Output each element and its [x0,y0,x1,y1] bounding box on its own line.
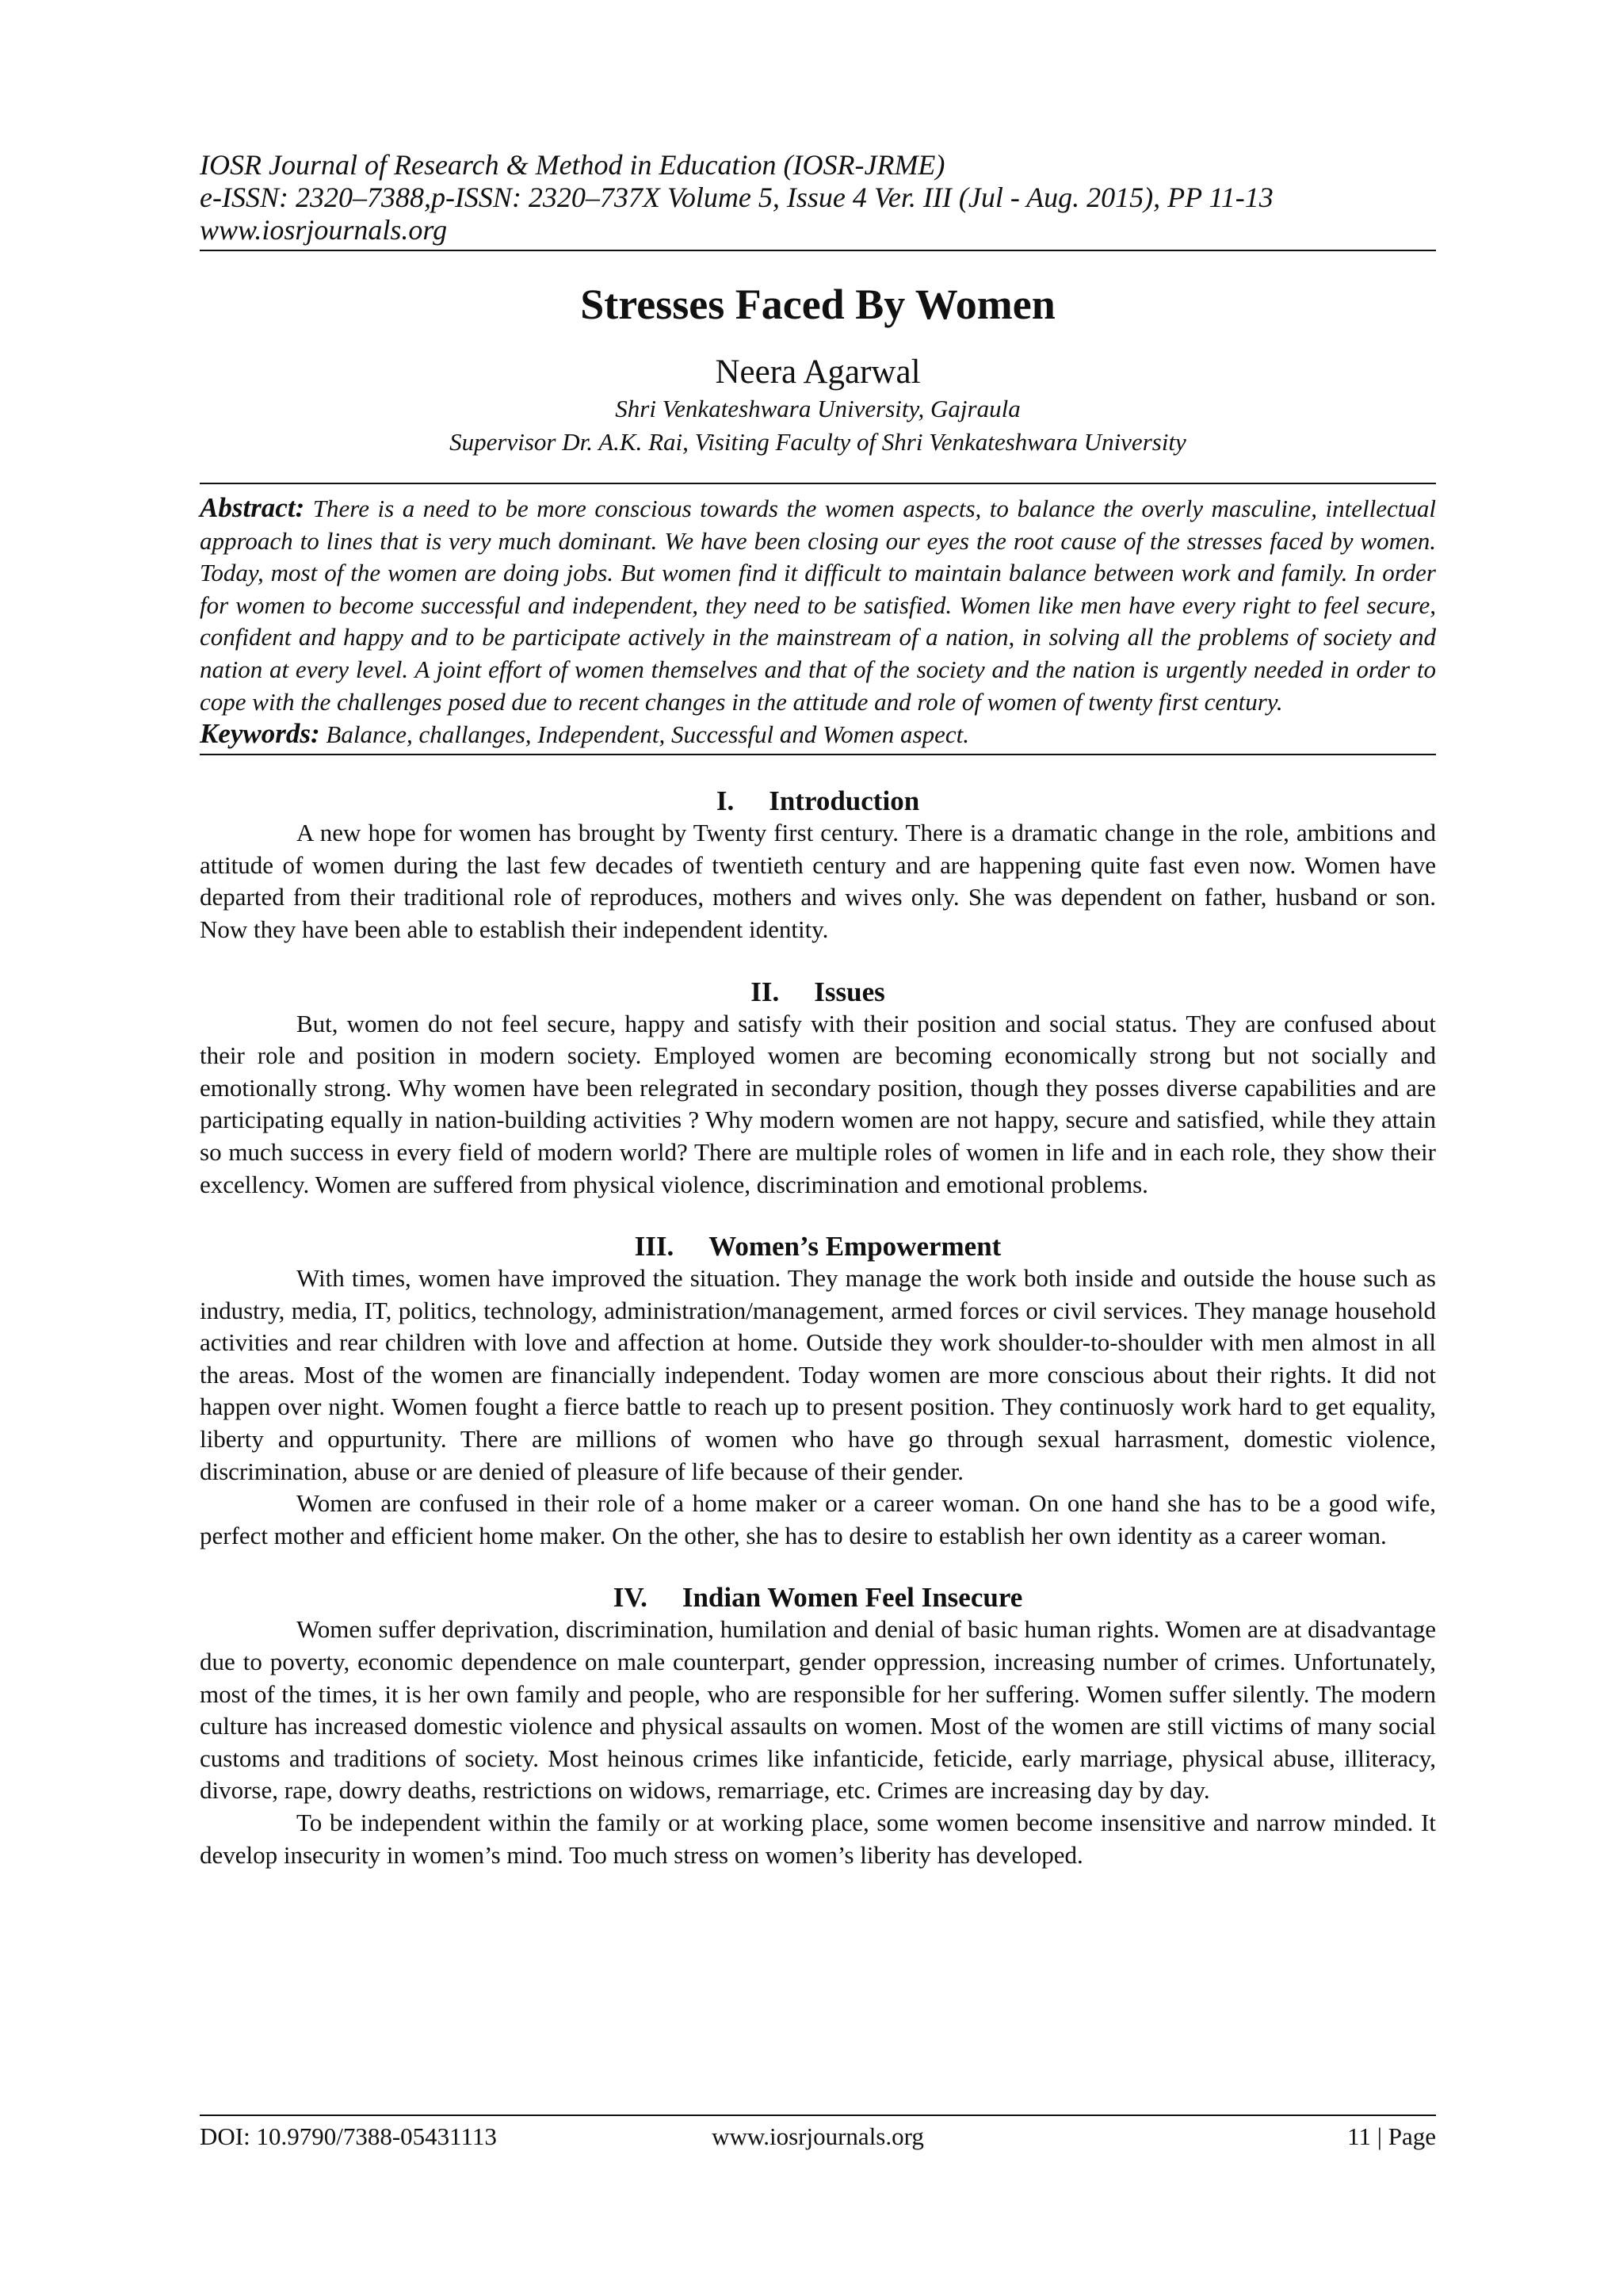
section-number: IV. [613,1582,647,1614]
issues-paragraph: But, women do not feel secure, happy and satisfy with their position and social status. They are confused about their role and position in modern society. Employed women are becoming economically strong but not socially and emotionally strong. Why women have been relegrated in secondary position, though they posses diverse capabilities and are participating equally in nation-building activities ? Why modern women are not happy, secure and satisfied, while they attain so much success in every field of modern world? There are multiple roles of women in life and in each role, they show their excellency. Women are suffered from physical violence, discrimination and emotional problems. [200,1009,1436,1198]
introduction-paragraph: A new hope for women has brought by Twenty first century. There is a dramatic change in the role, ambitions and attitude of women during the last few decades of twentieth century and are happening quite fast even now. Women have departed from their traditional role of reproduces, mothers and wives only. She was dependent on father, husband or son. Now they have been able to establish their independent identity. [200,819,1436,943]
section-number: II. [750,976,780,1007]
section-heading-insecure [200,1582,1436,1614]
insecure-paragraph-2: To be independent within the family or at working place, some women become insensitive and narrow minded. It develop insecurity in women’s mind. Too much stress on women’s liberity has developed. [200,1809,1436,1869]
section-title: Indian Women Feel Insecure [682,1582,1023,1614]
empowerment-paragraph-2: Women are confused in their role of a home maker or a career woman. On one hand she has to be a good wife, perfect mother and efficient home maker. On the other, she has to desire to establish her own identity as a career woman. [200,1489,1436,1549]
paper-title: Stresses Faced By Women [580,281,1056,328]
header-divider [200,250,1436,251]
journal-name: IOSR Journal of Research & Method in Education (IOSR-JRME) [200,149,945,181]
abstract-top-divider [200,483,1436,484]
journal-header [200,149,1436,246]
section-title: Issues [814,976,885,1007]
author-name: Neera Agarwal [715,353,921,391]
abstract [200,492,1436,718]
page-footer [200,2115,1436,2153]
section-number: III. [634,1231,674,1263]
footer-divider [200,2115,1436,2116]
section-number: I. [716,785,735,817]
section-title: Women’s Empowerment [708,1231,1002,1263]
abstract-label: Abstract: [200,492,305,523]
footer-doi: DOI: 10.9790/7388-05431113 [200,2122,497,2150]
journal-issn: e-ISSN: 2320–7388,p-ISSN: 2320–737X Volume 5, Issue 4 Ver. III (Jul - Aug. 2015), PP 11-13 [200,181,1274,213]
journal-website: www.iosrjournals.org [200,214,448,246]
section-heading-introduction [200,785,1436,817]
empowerment-paragraph-1: With times, women have improved the situation. They manage the work both inside and outside the house such as industry, media, IT, politics, technology, administration/management, armed forces or civil services. They manage household activities and rear children with love and affection at home. Outside they work shoulder-to-shoulder with men almost in all the areas. Most of the women are financially independent. Today women are more conscious about their rights. It did not happen over night. Women fought a fierce battle to reach up to present position. They continuosly work hard to get equality, liberty and oppurtunity. There are millions of women who have go through sexual harrasment, domestic violence, discrimination, abuse or are denied of pleasure of life because of their gender. [200,1264,1436,1485]
footer-page-number: 11 | Page [1347,2122,1436,2150]
keywords-text: Balance, challanges, Independent, Successful and Women aspect. [319,720,969,749]
section-title: Introduction [769,785,920,817]
insecure-paragraph-1: Women suffer deprivation, discrimination, humilation and denial of basic human rights. Women are at disadvantage due to poverty, economic dependence on male counterpart, gender oppression, increasing number of crimes. Unfortunately, most of the times, it is her own family and people, who are responsible for her suffering. Women suffer silently. The modern culture has increased domestic violence and physical assaults on women. Most of the women are still victims of many social customs and traditions of society. Most heinous crimes like infanticide, feticide, early marriage, physical abuse, illiteracy, divorse, rape, dowry deaths, restrictions on widows, remarriage, etc. Crimes are increasing day by day. [200,1615,1436,1805]
footer-row [200,2121,1436,2153]
page-content [200,149,1436,1871]
supervisor-affiliation: Supervisor Dr. A.K. Rai, Visiting Faculty of Shri Venkateshwara University [449,428,1186,456]
keywords [200,718,1436,751]
keywords-label: Keywords: [200,718,320,750]
abstract-text: There is a need to be more conscious towards the women aspects, to balance the overly masculine, intellectual approach to lines that is very much dominant. We have been closing our eyes the root cause of the stresses faced by women. Today, most of the women are doing jobs. But women find it difficult to maintain balance between work and family. In order for women to become successful and independent, they need to be satisfied. Women like men have every right to feel secure, confident and happy and to be participate actively in the mainstream of a nation, in solving all the problems of society and nation at every level. A joint effort of women themselves and that of the society and the nation is urgently needed in order to cope with the challenges posed due to recent changes in the attitude and role of women of twenty first century. [200,495,1436,716]
section-heading-issues [200,976,1436,1008]
author-affiliation: Shri Venkateshwara University, Gajraula [615,395,1021,422]
footer-website: www.iosrjournals.org [712,2122,924,2150]
section-heading-empowerment [200,1231,1436,1263]
abstract-bottom-divider [200,754,1436,755]
